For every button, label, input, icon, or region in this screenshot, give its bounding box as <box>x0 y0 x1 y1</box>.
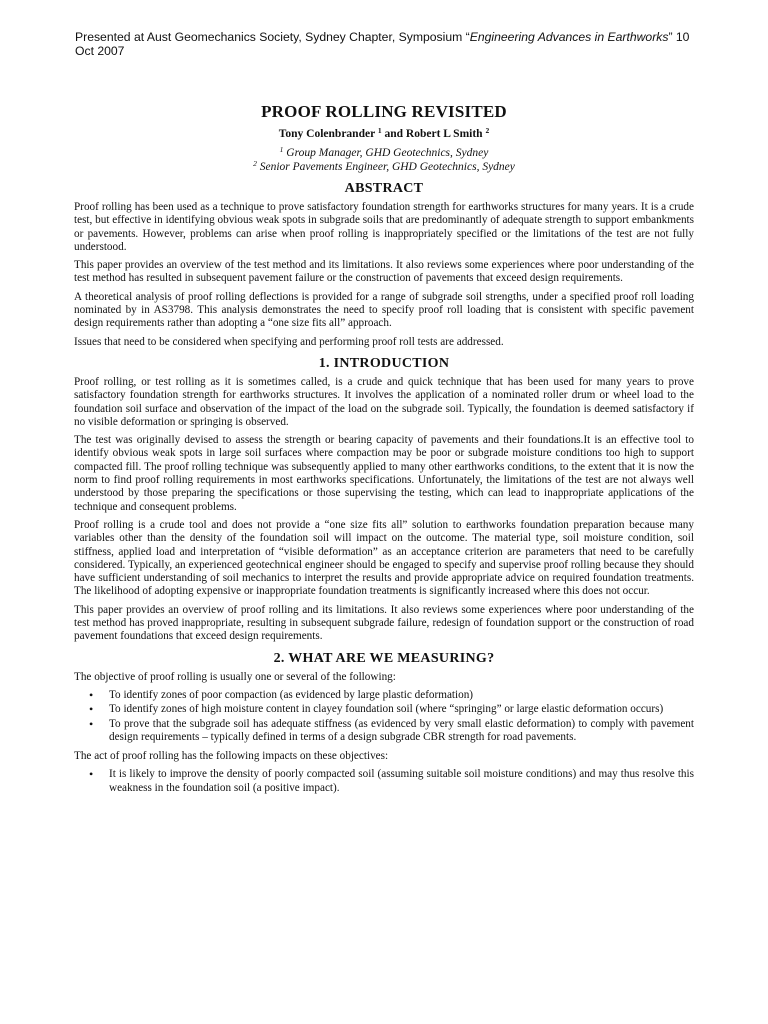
introduction-paragraph: This paper provides an overview of proof rolling and its limitations. It also reviews some experiences where poor understanding of the test method has proved inappropriate, resulting in subsequent subgrade failure, redesign of foundation support or the construction of road pavement foundations that exceed design requirements. <box>74 603 694 643</box>
introduction-paragraph: Proof rolling is a crude tool and does not provide a “one size fits all” solution to earthworks foundation preparation because many variables other than the density of the foundation soil will impact on the outcome. The material type, soil moisture condition, soil stiffness, applied load and interpretation of “visible deformation” as an acceptance criterion are parameters that need to be carefully considered. Typically, an experienced geotechnical engineer should be engaged to specify and supervise proof rolling because they should have sufficient understanding of soil mechanics to interpret the results and provide appropriate advice on required foundation treatments. The likelihood of adopting expensive or inappropriate foundation treatments is significantly increased where this does not occur. <box>74 518 694 598</box>
introduction-paragraph: The test was originally devised to assess the strength or bearing capacity of pavements and their foundations.It is an effective tool to identify obvious weak spots in large soil surfaces where compaction may be poor or subgrade moisture conditions too high to support compacted fill. The proof rolling technique was subsequently applied to many other earthworks conditions, to the extent that it is now the norm to find proof rolling requirements in most earthworks specifications. Unfortunately, the limitations of the test are not always well understood by those preparing the specifications or those supervising the testing, which can lead to inappropriate applications of the technique and consequent problems. <box>74 434 694 513</box>
list-item: • To identify zones of poor compaction (as evidenced by large plastic deformation) <box>109 689 694 702</box>
affiliation-2 <box>74 160 694 174</box>
affiliation-1-text: Group Manager, GHD Geotechnics, Sydney <box>286 147 489 159</box>
measuring-intro: The objective of proof rolling is usually one or several of the following: <box>74 670 396 683</box>
abstract-paragraph: A theoretical analysis of proof rolling deflections is provided for a range of subgrade soil strengths, under a specified proof roll loading nominated by in AS3798. This analysis demonstrates the need to specify proof roll loading that is consistent with specific pavement design requirements rather than adopting a “one size fits all” approach. <box>74 290 694 330</box>
presentation-note-suffix: ” 10 Oct 2007 <box>75 30 690 58</box>
affiliation-1 <box>74 146 694 160</box>
paper-title: PROOF ROLLING REVISITED <box>261 102 507 121</box>
abstract-paragraph: Proof rolling has been used as a technique to prove satisfactory foundation strength for earthworks structures for many years. It is a crude test, but effective in identifying obvious weak spots in subgrade soils that are predominantly of adequate strength to support embankments or pavements. However, problems can arise when proof rolling is inappropriately specified or the limitations of the test are not fully understood. <box>74 201 694 253</box>
abstract-paragraph: Issues that need to be considered when specifying and performing proof roll tests are addressed. <box>74 335 504 348</box>
impacts-intro: The act of proof rolling has the following impacts on these objectives: <box>74 750 389 763</box>
section-heading-measuring: 2. WHAT ARE WE MEASURING? <box>273 650 495 666</box>
list-item: • To prove that the subgrade soil has adequate stiffness (as evidenced by very small elastic deformation) to comply with pavement design requirements – typically defined in terms of a design subgrade CBR strength for road pavements. <box>109 718 694 745</box>
objectives-list <box>74 689 694 744</box>
affiliation-2-text: Senior Pavements Engineer, GHD Geotechnics, Sydney <box>259 161 515 173</box>
symposium-name: Engineering Advances in Earthworks <box>469 30 669 44</box>
author-1-marker: 1 <box>377 126 382 135</box>
paper-body <box>74 102 694 801</box>
introduction-paragraph: Proof rolling, or test rolling as it is sometimes called, is a crude and quick technique that has been used for many years to prove satisfactory foundation strength for earthworks structures. It involves the application of a nominated roller drum or wheel load to the foundation soil surface and observation of the impact of the load on the subgrade soil. Typically, the foundation is deemed satisfactory if no visible deformation or springing is observed. <box>74 375 694 428</box>
presentation-note <box>75 30 695 58</box>
author-2: Robert L Smith <box>405 128 483 140</box>
abstract-paragraph: This paper provides an overview of the test method and its limitations. It also reviews some experiences where poor understanding of the test method has resulted in subsequent pavement failure or the construction of pavements that exceed design requirements. <box>74 259 694 285</box>
section-heading-introduction: 1. INTRODUCTION <box>318 355 450 371</box>
author-2-marker: 2 <box>485 126 490 135</box>
presentation-note-prefix: Presented at Aust Geomechanics Society, Sydney Chapter, Symposium “ <box>75 30 470 44</box>
list-item: • To identify zones of high moisture content in clayey foundation soil (where “springing” or large elastic deformation occurs) <box>109 703 694 716</box>
author-conjunction: and <box>381 128 406 140</box>
list-item: • It is likely to improve the density of poorly compacted soil (assuming suitable soil moisture conditions) and may thus resolve this weakness in the foundation soil (a positive impact). <box>109 768 694 795</box>
affiliation-1-marker: 1 <box>279 145 284 154</box>
impacts-list <box>74 768 694 795</box>
author-line <box>74 127 694 141</box>
author-1: Tony Colenbrander <box>278 128 375 140</box>
abstract-heading: ABSTRACT <box>344 181 424 196</box>
affiliation-2-marker: 2 <box>253 159 257 168</box>
